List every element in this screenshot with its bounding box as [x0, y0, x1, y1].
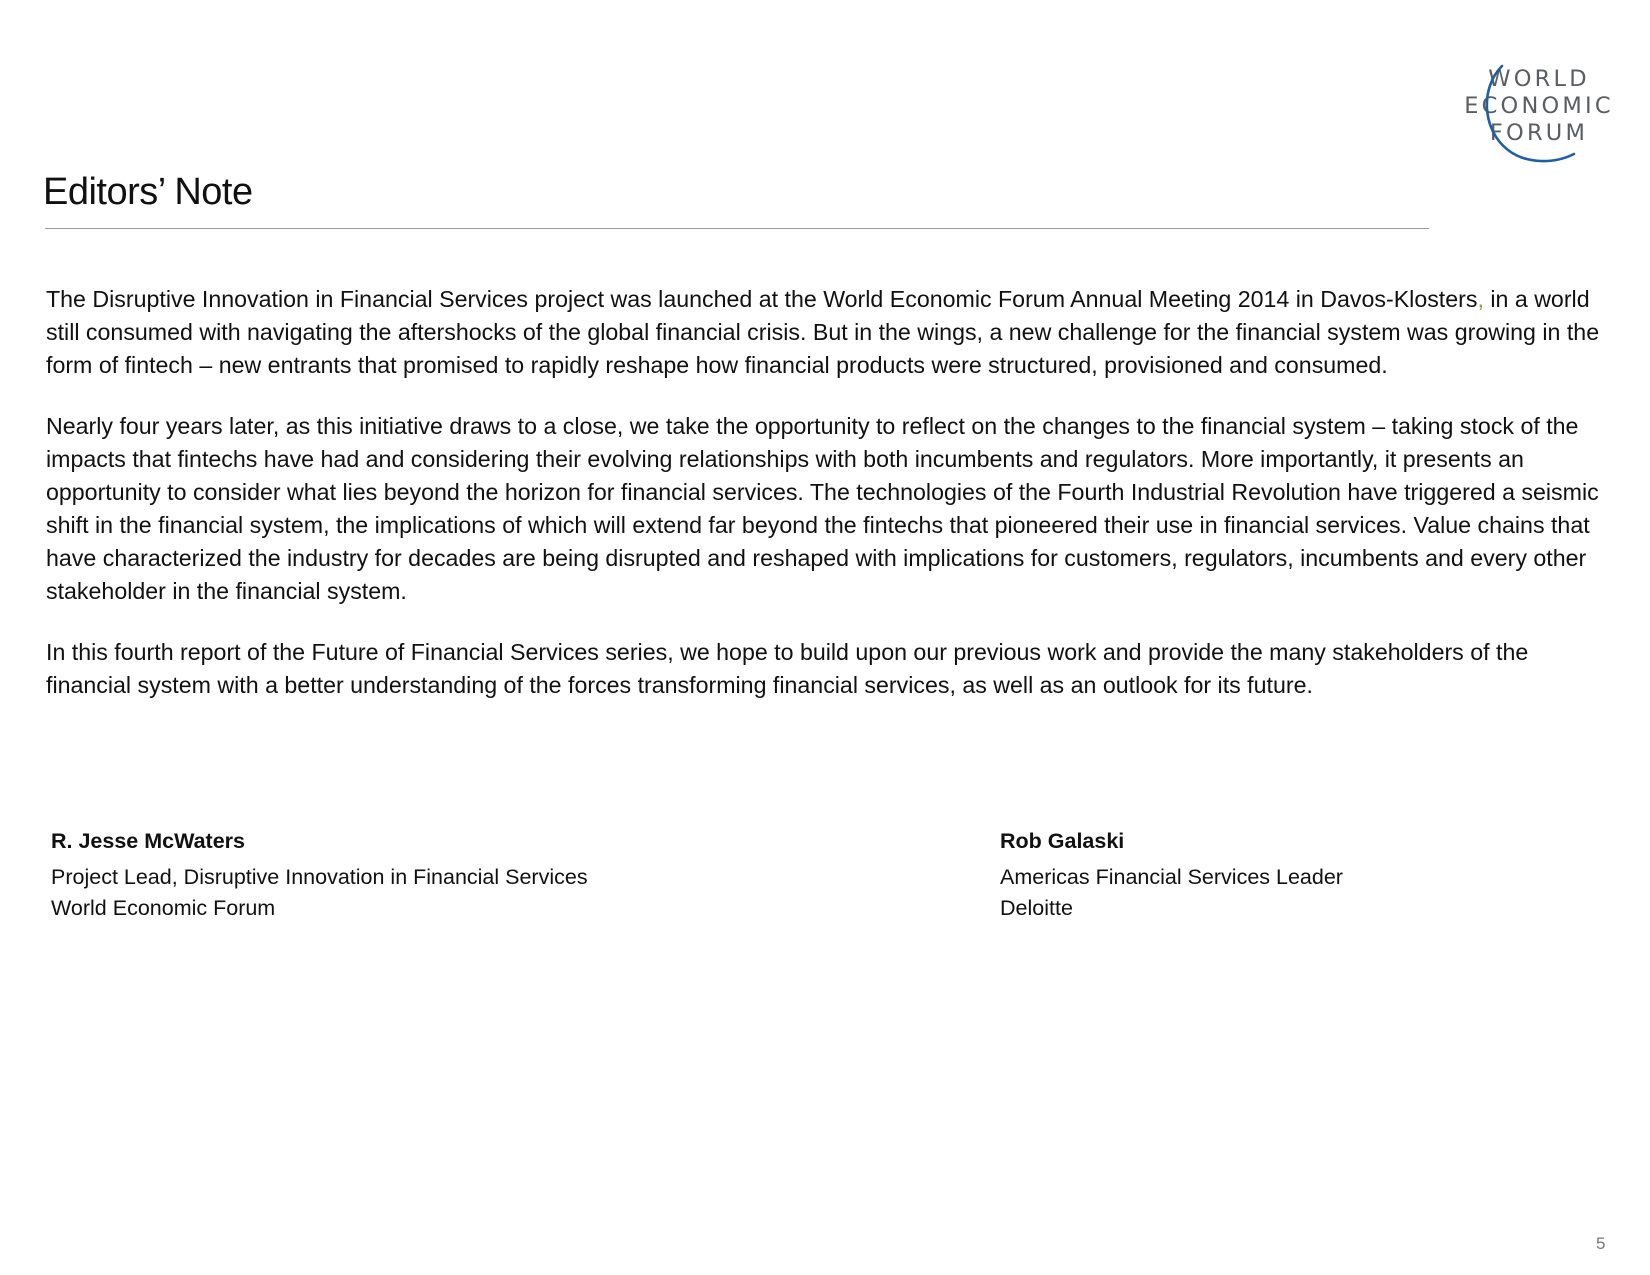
signatory-organization: Deloitte	[1000, 896, 1073, 920]
signatory-right	[1000, 826, 1343, 924]
logo-line-forum: FORUM	[1489, 120, 1589, 146]
logo-line-economic: ECONOMIC	[1464, 93, 1614, 119]
paragraph-1-part-1: The Disruptive Innovation in Financial Services project was launched at the World Economic Forum Annual Meeting 2014 in Davos-Klosters	[46, 286, 1478, 312]
paragraph-3: In this fourth report of the Future of Financial Services series, we hope to build upon our previous work and provide the many stakeholders of the financial system with a better understanding of the forces transforming financial services, as well as an outlook for its future.	[46, 639, 1529, 698]
paragraph-1	[46, 283, 1606, 382]
page-title: Editors’ Note	[43, 171, 253, 213]
logo-line-world: WORLD	[1488, 66, 1590, 92]
logo-swoosh-icon	[1448, 58, 1638, 173]
world-economic-forum-logo	[1448, 58, 1638, 173]
signatory-organization: World Economic Forum	[51, 896, 276, 920]
signatory-left	[51, 826, 588, 924]
page-number: 5	[1596, 1234, 1606, 1253]
paragraph-2: Nearly four years later, as this initiative draws to a close, we take the opportunity to reflect on the changes to the financial system – taking stock of the impacts that fintechs have had and considering their evolving relationships with both incumbents and regulators. More importantly, it presents an opportunity to consider what lies beyond the horizon for financial services. The technologies of the Fourth Industrial Revolution have triggered a seismic shift in the financial system, the implications of which will extend far beyond the fintechs that pioneered their use in financial services. Value chains that have characterized the industry for decades are being disrupted and reshaped with implications for customers, regulators, incumbents and every other stakeholder in the financial system.	[46, 413, 1599, 604]
paragraph-1-part-2: in a world still consumed with navigating the aftershocks of the global financial crisis. But in the wings, a new challenge for the financial system was growing in the form of fintech – new entrants that promised to rapidly reshape how financial products were structured, provisioned and consumed.	[46, 286, 1600, 378]
title-divider	[45, 228, 1429, 229]
signatory-name: R. Jesse McWaters	[51, 829, 245, 853]
paragraph-1-comma: ,	[1477, 286, 1484, 312]
signatory-role: Project Lead, Disruptive Innovation in Financial Services	[51, 865, 588, 889]
editors-note-body	[46, 283, 1606, 730]
signatory-role: Americas Financial Services Leader	[1000, 865, 1343, 889]
signatory-name: Rob Galaski	[1000, 829, 1125, 853]
